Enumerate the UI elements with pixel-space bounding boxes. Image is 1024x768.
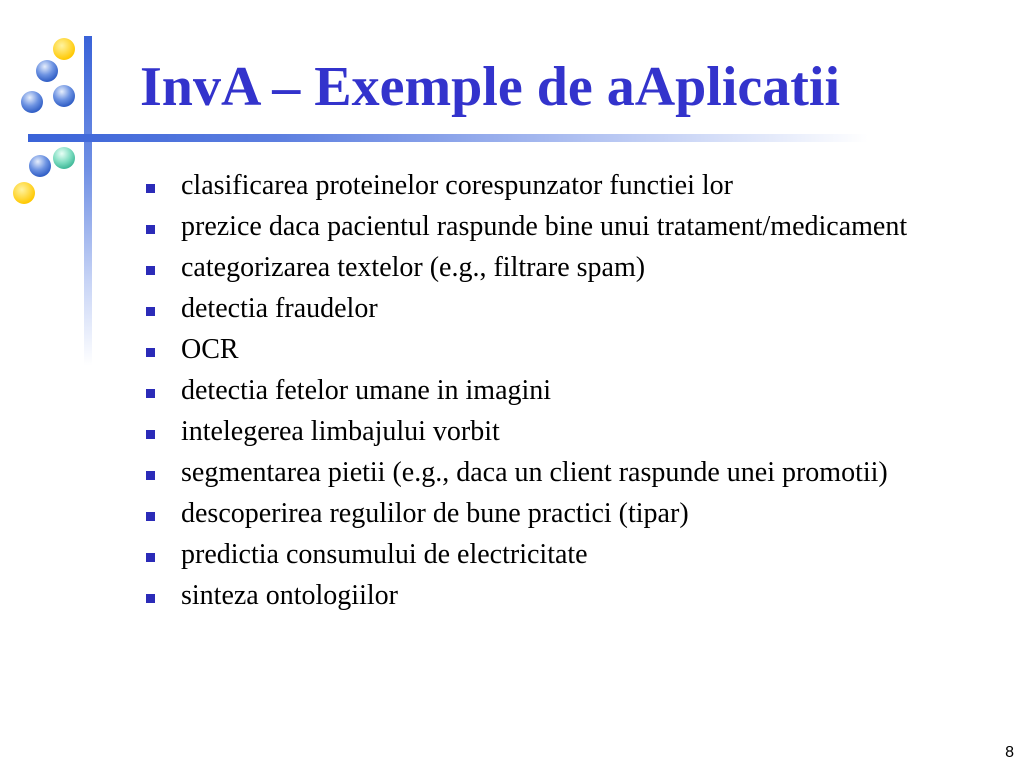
bullet-item [140, 539, 960, 571]
bullet-item [140, 498, 960, 530]
decorative-dots-icon [0, 0, 120, 220]
dot-blue-2 [21, 91, 43, 113]
dot-blue-3 [53, 85, 75, 107]
bullet-item [140, 580, 960, 612]
bullet-text: descoperirea regulilor de bune practici (tipar) [181, 498, 689, 529]
square-bullet-icon [146, 512, 155, 521]
square-bullet-icon [146, 471, 155, 480]
bullet-text: segmentarea pietii (e.g., daca un client raspunde unei promotii) [181, 457, 888, 488]
bullet-item [140, 416, 960, 448]
square-bullet-icon [146, 389, 155, 398]
bullet-text: detectia fraudelor [181, 293, 378, 324]
bullet-item [140, 334, 960, 366]
dot-yellow-top [53, 38, 75, 60]
bullet-list [140, 170, 960, 621]
dot-blue-1 [36, 60, 58, 82]
vertical-accent-bar [84, 36, 92, 366]
bullet-text: sinteza ontologiilor [181, 580, 398, 611]
square-bullet-icon [146, 594, 155, 603]
square-bullet-icon [146, 307, 155, 316]
slide-title: InvA – Exemple de aAplicatii [140, 56, 841, 118]
dot-yellow-bottom [13, 182, 35, 204]
bullet-item [140, 252, 960, 284]
bullet-text: clasificarea proteinelor corespunzator functiei lor [181, 170, 733, 201]
bullet-item [140, 170, 960, 202]
bullet-text: detectia fetelor umane in imagini [181, 375, 552, 406]
square-bullet-icon [146, 225, 155, 234]
square-bullet-icon [146, 266, 155, 275]
bullet-item [140, 457, 960, 489]
square-bullet-icon [146, 553, 155, 562]
bullet-text: OCR [181, 334, 239, 365]
bullet-text: prezice daca pacientul raspunde bine unui tratament/medicament [181, 211, 908, 242]
square-bullet-icon [146, 430, 155, 439]
dot-blue-4 [29, 155, 51, 177]
dot-teal [53, 147, 75, 169]
bullet-item [140, 293, 960, 325]
square-bullet-icon [146, 184, 155, 193]
bullet-text: intelegerea limbajului vorbit [181, 416, 500, 447]
page-number: 8 [1005, 744, 1014, 761]
bullet-text: categorizarea textelor (e.g., filtrare spam) [181, 252, 646, 283]
bullet-item [140, 211, 960, 243]
horizontal-accent-bar [28, 134, 868, 142]
bullet-item [140, 375, 960, 407]
square-bullet-icon [146, 348, 155, 357]
bullet-text: predictia consumului de electricitate [181, 539, 588, 570]
